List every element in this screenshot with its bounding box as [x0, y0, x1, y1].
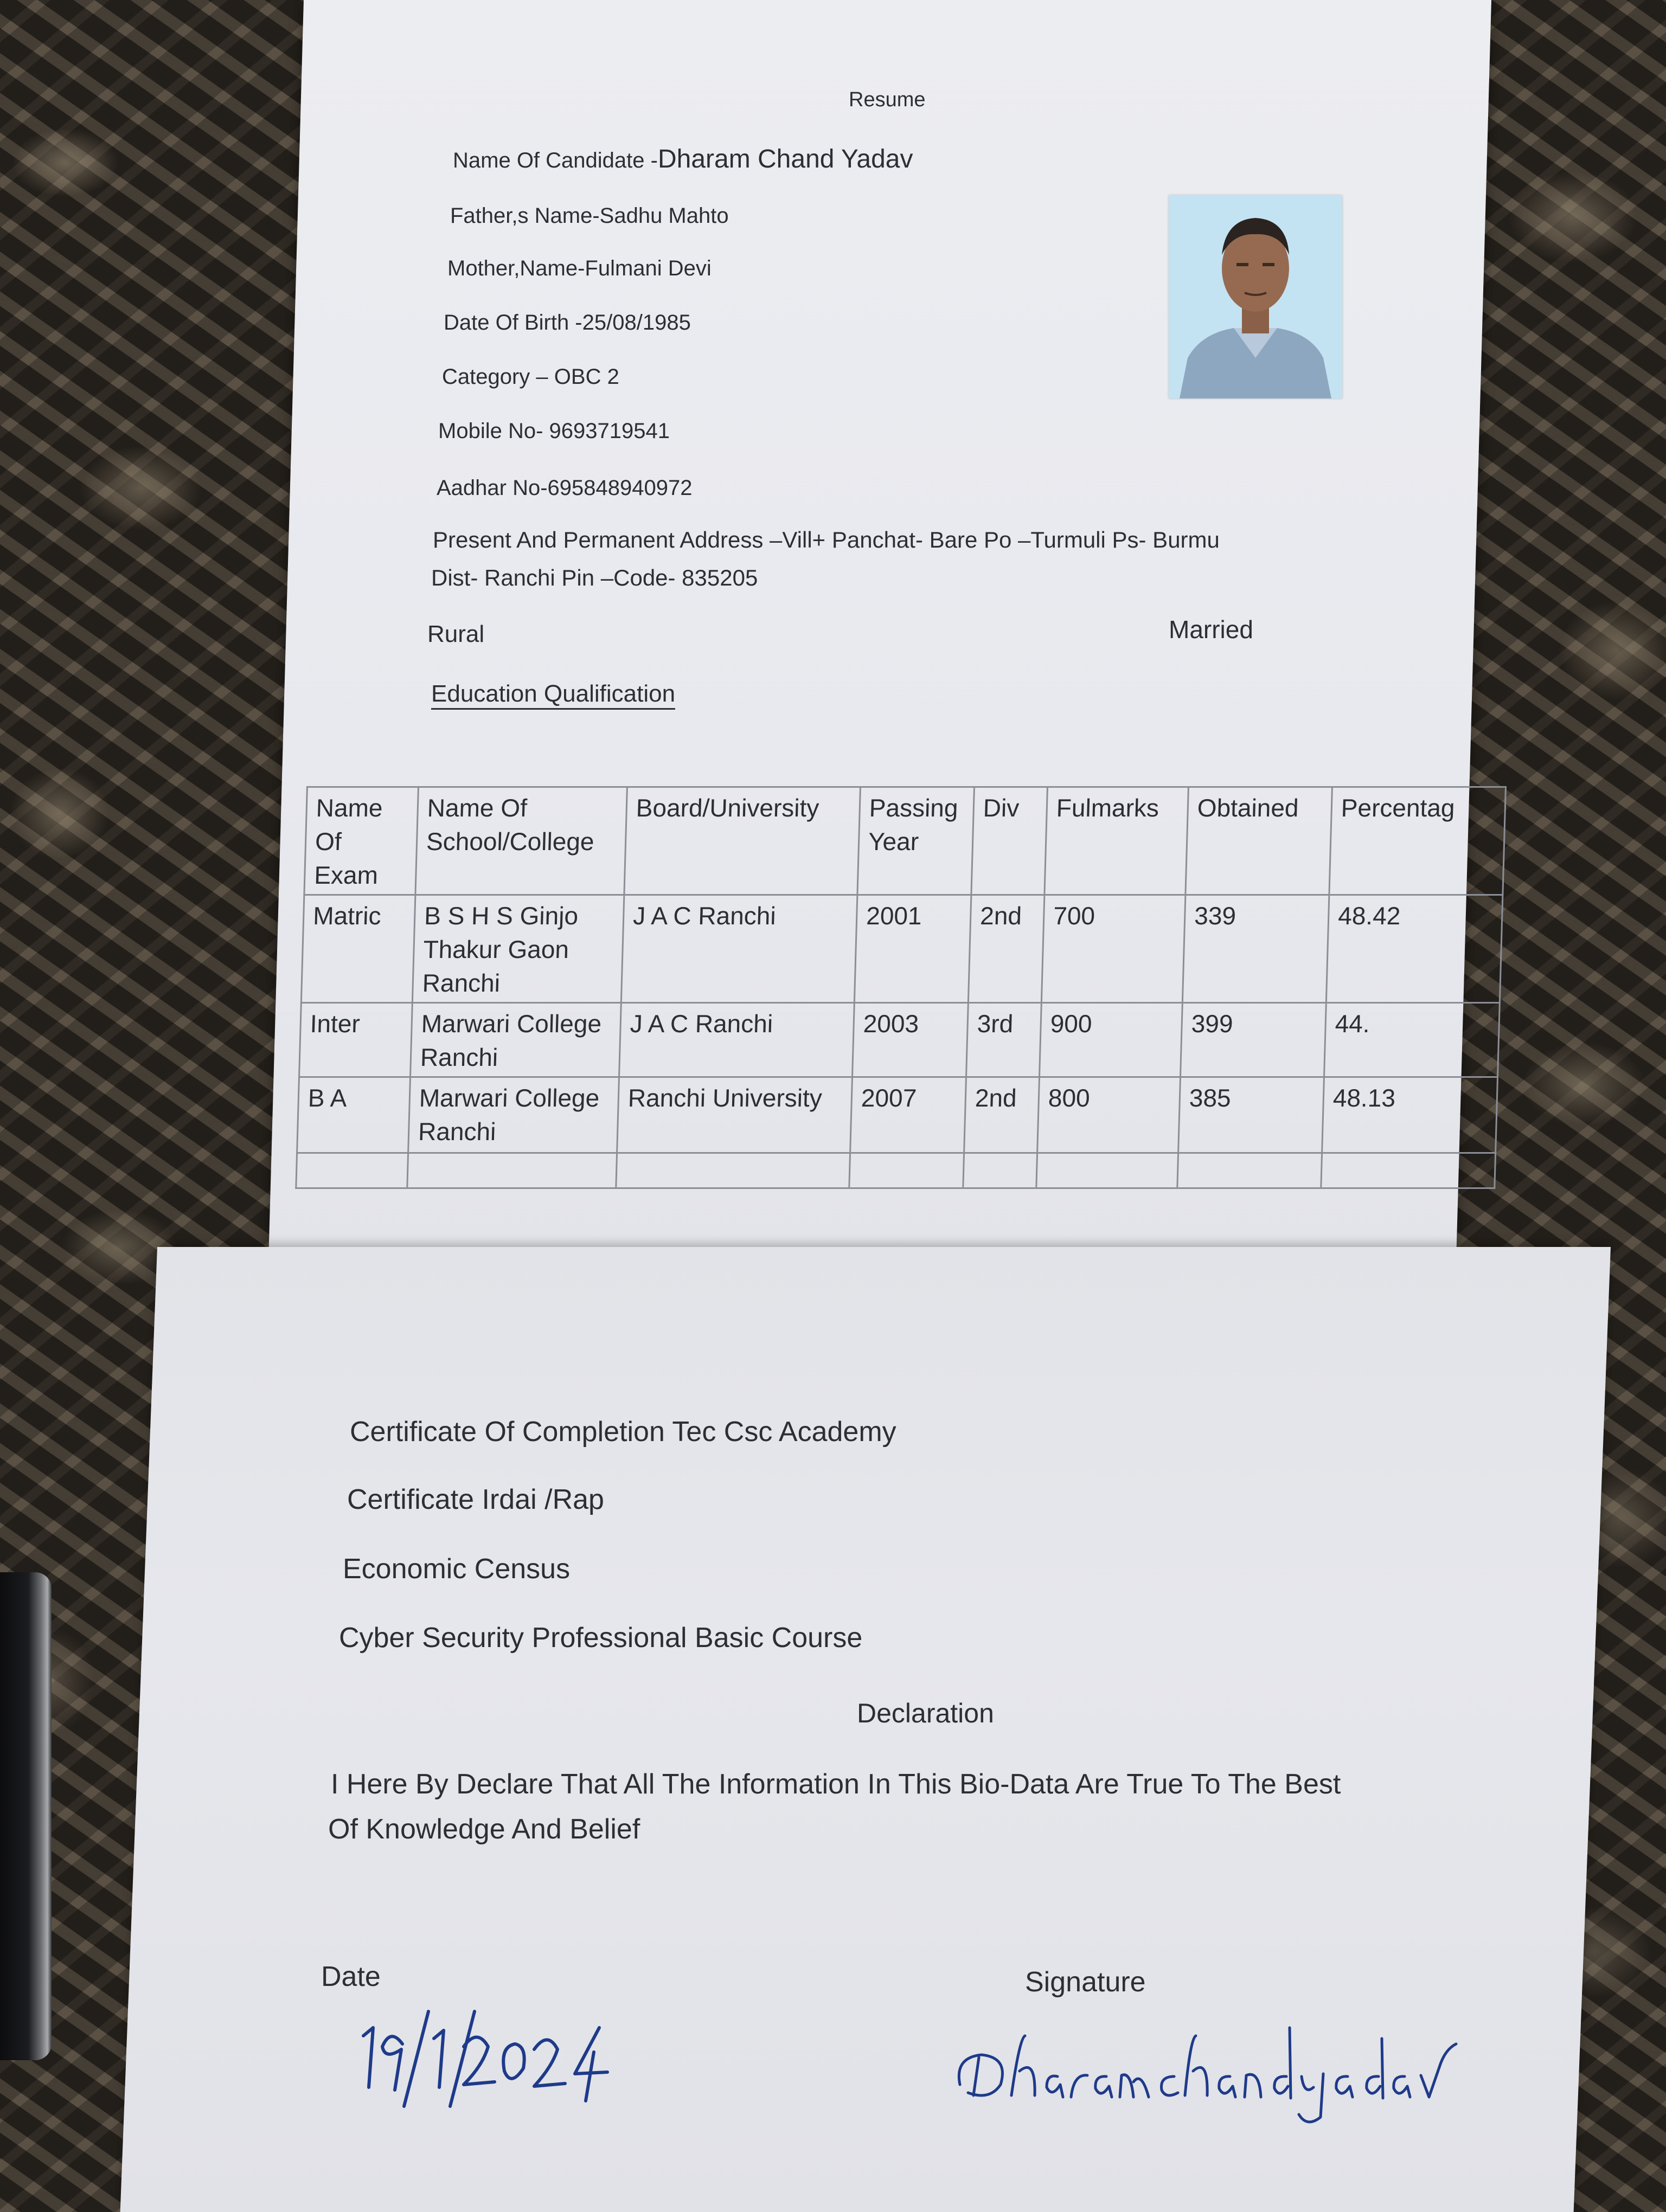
aadhar-number: Aadhar No-695848940972 — [437, 476, 693, 500]
mobile-number: Mobile No- 9693719541 — [438, 419, 670, 443]
certificate-item: Certificate Irdai /Rap — [347, 1484, 604, 1515]
table-cell: Matric — [301, 895, 415, 1003]
table-cell — [1036, 1153, 1178, 1188]
table-row — [301, 895, 1503, 1003]
table-cell: Ranchi University — [617, 1077, 853, 1153]
certificate-item: Cyber Security Professional Basic Course — [339, 1622, 863, 1654]
table-cell: 44. — [1324, 1003, 1500, 1077]
table-cell: 399 — [1181, 1003, 1327, 1077]
table-cell: 48.42 — [1326, 895, 1503, 1003]
category: Category – OBC 2 — [442, 365, 619, 389]
table-cell: 2nd — [968, 895, 1045, 1003]
table-cell: 900 — [1040, 1003, 1183, 1077]
table-cell — [616, 1153, 850, 1188]
table-cell: B S H S Ginjo Thakur Gaon Ranchi — [412, 895, 624, 1003]
table-cell: Inter — [299, 1003, 413, 1077]
table-cell: 385 — [1178, 1077, 1324, 1153]
declaration-text-line-2: Of Knowledge And Belief — [328, 1814, 640, 1845]
table-row — [299, 1003, 1500, 1077]
education-heading: Education Qualification — [431, 682, 675, 710]
column-header: Name Of Exam — [304, 787, 419, 895]
table-cell: 339 — [1182, 895, 1329, 1003]
declaration-text-line-1: I Here By Declare That All The Information In This Bio-Data Are True To The Best — [331, 1769, 1341, 1800]
column-header: Board/University — [624, 787, 861, 895]
signature-label: Signature — [1025, 1966, 1146, 1998]
table-cell: 2003 — [853, 1003, 969, 1077]
table-row — [297, 1077, 1498, 1153]
candidate-name-line — [453, 146, 913, 172]
column-header: Passing Year — [857, 787, 975, 895]
candidate-name-label: Name Of Candidate - — [453, 149, 658, 172]
certificate-item: Economic Census — [343, 1553, 571, 1585]
table-cell: J A C Ranchi — [619, 1003, 855, 1077]
table-cell: 800 — [1037, 1077, 1181, 1153]
mother-name: Mother,Name-Fulmani Devi — [447, 256, 712, 280]
table-cell — [849, 1153, 964, 1188]
column-header: Div — [971, 787, 1048, 895]
table-cell: 2nd — [964, 1077, 1040, 1153]
table-cell — [1321, 1153, 1496, 1188]
table-cell: 48.13 — [1322, 1077, 1498, 1153]
education-table — [295, 786, 1507, 1189]
table-header-row — [304, 787, 1506, 895]
table-cell — [407, 1153, 617, 1188]
table-cell: J A C Ranchi — [621, 895, 857, 1003]
address-line-2: Dist- Ranchi Pin –Code- 835205 — [431, 565, 758, 590]
table-cell: 3rd — [966, 1003, 1042, 1077]
certificate-item: Certificate Of Completion Tec Csc Academy — [350, 1416, 896, 1448]
column-header: Percentag — [1329, 787, 1506, 895]
table-cell — [963, 1153, 1037, 1188]
father-name: Father,s Name-Sadhu Mahto — [450, 204, 729, 228]
table-cell: 2007 — [850, 1077, 966, 1153]
table-cell — [296, 1153, 408, 1188]
table-cell: 2001 — [854, 895, 971, 1003]
date-label: Date — [321, 1961, 381, 1992]
declaration-heading: Declaration — [857, 1698, 994, 1728]
candidate-photo — [1169, 195, 1342, 398]
table-cell: Marwari College Ranchi — [411, 1003, 621, 1077]
resume-title: Resume — [849, 88, 926, 111]
table-row-empty — [296, 1153, 1496, 1188]
table-cell: B A — [297, 1077, 411, 1153]
area-type: Rural — [427, 621, 485, 647]
handwritten-signature — [949, 2006, 1470, 2131]
marital-status: Married — [1169, 615, 1253, 644]
table-cell — [1177, 1153, 1322, 1188]
date-of-birth: Date Of Birth -25/08/1985 — [444, 311, 691, 335]
handwritten-date — [353, 2006, 624, 2109]
column-header: Name Of School/College — [415, 787, 627, 895]
table-cell: 700 — [1041, 895, 1186, 1003]
column-header: Obtained — [1186, 787, 1332, 895]
candidate-name: Dharam Chand Yadav — [657, 145, 913, 173]
table-cell: Marwari College Ranchi — [408, 1077, 619, 1153]
phone-edge — [0, 1572, 52, 2060]
address-line-1: Present And Permanent Address –Vill+ Panchat- Bare Po –Turmuli Ps- Burmu — [433, 527, 1220, 552]
column-header: Fulmarks — [1045, 787, 1189, 895]
